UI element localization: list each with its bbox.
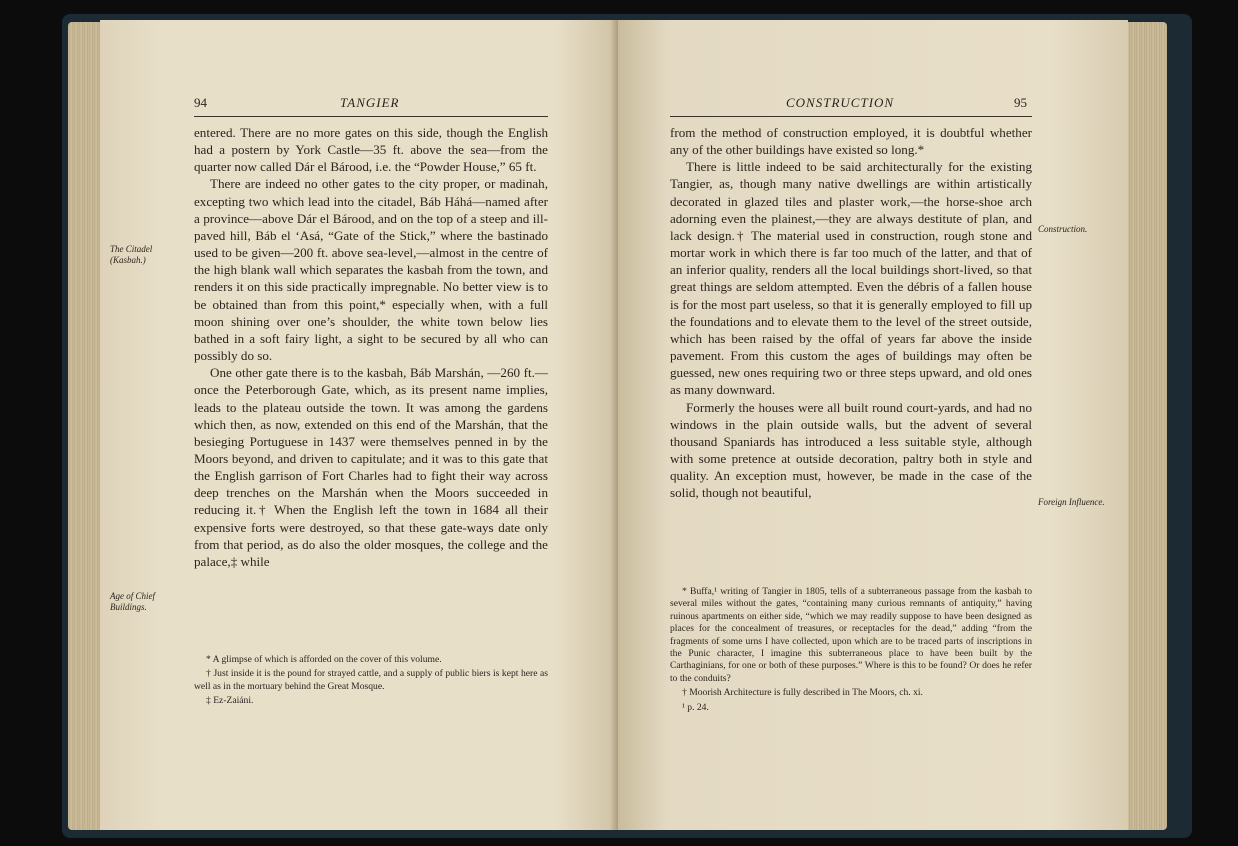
header-rule [670,116,1032,117]
sidenote: Age of Chief Buildings. [110,591,155,612]
sidenote: Foreign Influence. [1038,497,1105,507]
header-rule [194,116,548,117]
footnote: † Just inside it is the pound for strayed cattle, and a supply of public biers is kept here as well as in the mortuary behind the Great Mosque. [194,668,548,692]
footnote: ‡ Ez-Zaiáni. [206,695,254,707]
page-number: 95 [1014,95,1027,110]
right-page [618,20,1128,830]
footnote: * A glimpse of which is afforded on the cover of this volume. [206,654,442,665]
paragraph: entered. There are no more gates on this side, though the English had a postern by York Castle—35 ft. above the sea—from the quarter now called Dár el Bárood, i.e. the “Powder House,” 65 ft. [194,125,548,175]
sidenote: Construction. [1038,224,1088,234]
footnote: * Buffa,¹ writing of Tangier in 1805, tells of a subterraneous passage from the kasbah to several miles without the gates, “containing many curious remnants of antiquity,” having ruinous apartments on either side, “which we may readily suppose to have been designed as places for the concealment of treasures, or receptacles for the dead,” adding “from the fragments of some urns I have collected, upon which are to be traced parts of inscriptions in the Punic character, I imagine this subterraneous place to have been built by the Carthaginians, for one or both of these purposes.” Where is this to be found? Or does he refer to the conduits? [670,586,1032,684]
running-head: CONSTRUCTION [786,95,895,110]
paragraph: There is little indeed to be said architecturally for the existing Tangier, as, though many native dwellings are within artistically decorated in glazed tiles and plaster work,—the horse-shoe arch adorning even the plainest,—they are always destitute of plan, and lack design.† The material used in construction, rough stone and mortar work in which there is far too much of the latter, and that of an inferior quality, renders all the local buildings short-lived, so that great things are seldom attempted. Even the débris of a fallen house is for the most part useless, so that it is generally employed to fill up the foundations and to elevate them to the level of the street outside, which has been raised by the offal of years far above the inside pavement. From this custom the ages of buildings may often be guessed, new ones requiring two or three steps upward, and old ones as many downward. [670,159,1032,398]
body-text [194,124,548,570]
paragraph: Formerly the houses were all built round court-yards, and had no windows in the plain outside walls, but the advent of several thousand Spaniards has introduced a less suitable style, although with some pretence at outside decoration, paltry both in style and quality. An exception must, however, be made in the case of the solid, though not beautiful, [670,399,1032,501]
left-page [100,20,618,830]
footnotes [194,654,548,710]
paragraph: There are indeed no other gates to the city proper, or madinah, excepting two which lead into the citadel, Báb Háhá—named after a province—above Dár el Bárood, and on the top of a steep and ill-paved hill, Báb el ‘Asá, “Gate of the Stick,” where the bastinado used to be given—200 ft. above sea-level,—almost in the centre of the high blank wall which separates the kasbah from the town, and renders it on this side practically impregnable. No better view is to be obtained than from this point,* especially when, with a full moon shining over one’s shoulder, the white town below lies bathed in a soft fairy light, a sight to be secured by all who can possibly do so. [194,176,548,364]
paragraph: from the method of construction employed, it is doubtful whether any of the other buildings have existed so long.* [670,125,1032,158]
running-head: TANGIER [340,95,400,110]
footnotes [670,586,1032,716]
page-number: 94 [194,95,207,110]
page-edges-left [68,22,102,830]
footnote: ¹ p. 24. [682,701,709,713]
sidenote: The Citadel (Kasbah.) [110,244,153,265]
paragraph: One other gate there is to the kasbah, Báb Marshán, —260 ft.—once the Peterborough Gate, which, as its present name implies, leads to the plateau outside the town. It was among the gardens which then, as now, extended on this end of the Marshán, that the besieging Portuguese in 1437 were themselves penned in by the Moors beyond, and driven to capitulate; and it was to this gate that the English garrison of Fort Charles had to fight their way across deep trenches on the Marshán when the Moors succeeded in reducing it.† When the English left the town in 1684 all their expensive forts were destroyed, so that these gate-ways date only from that period, as do also the older mosques, the college and the palace,‡ while [194,365,548,569]
body-text [670,124,1032,501]
page-edges-right [1125,22,1167,830]
footnote: † Moorish Architecture is fully described in The Moors, ch. xi. [682,687,923,699]
